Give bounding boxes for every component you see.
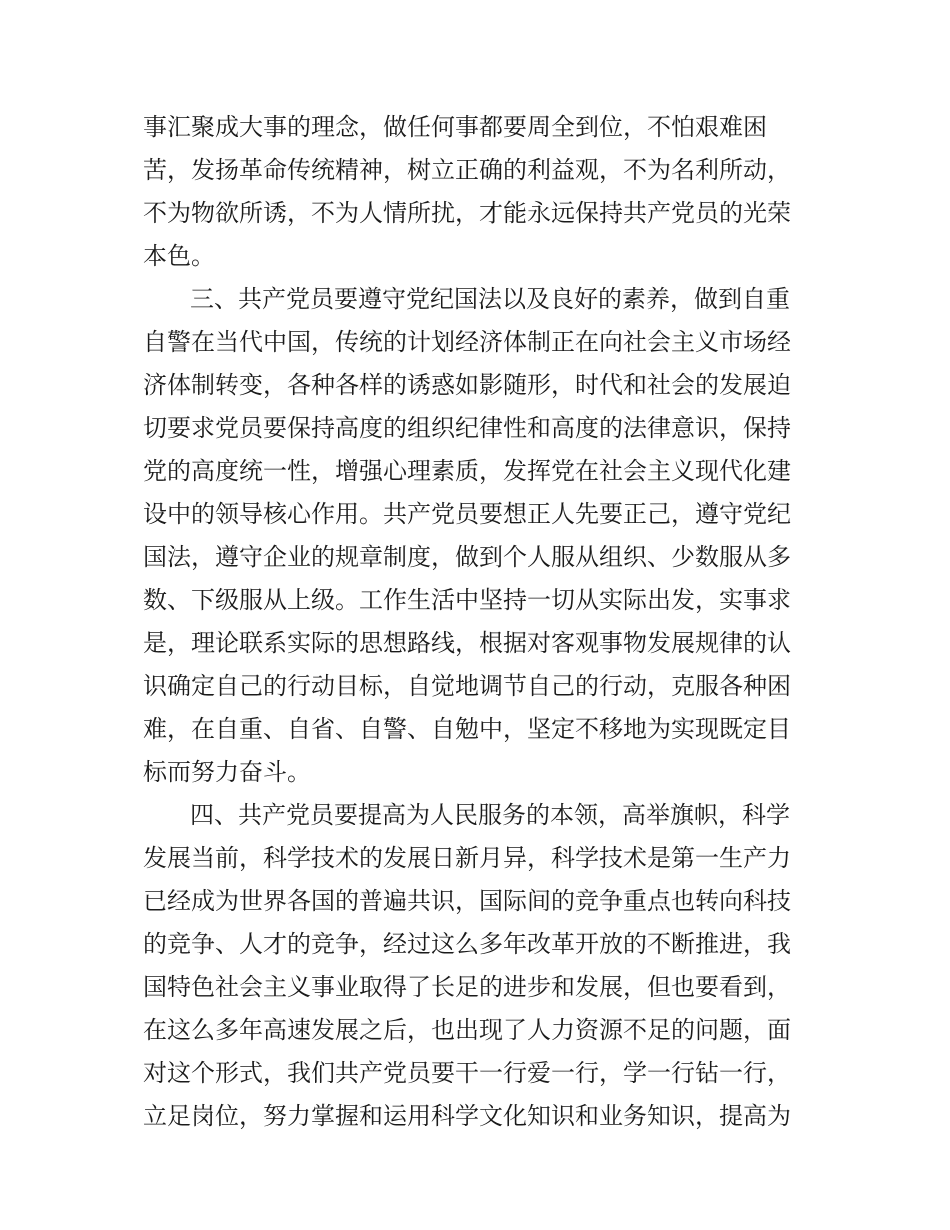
paragraph-3-line-6: 在这么多年高速发展之后，也出现了人力资源不足的问题，面	[143, 1016, 791, 1044]
paragraph-2-line-1: 三、共产党员要遵守党纪国法以及良好的素养，做到自重	[190, 285, 790, 313]
paragraph-2-line-5: 党的高度统一性，增强心理素质，发挥党在社会主义现代化建	[143, 457, 791, 485]
paragraph-1-line-3: 不为物欲所诱，不为人情所扰，才能永远保持共产党员的光荣	[143, 199, 791, 227]
paragraph-3-line-4: 的竞争、人才的竞争，经过这么多年改革开放的不断推进，我	[143, 930, 791, 958]
paragraph-2-line-8: 数、下级服从上级。工作生活中坚持一切从实际出发，实事求	[143, 586, 791, 614]
paragraph-1-line-4: 本色。	[143, 242, 215, 270]
paragraph-3-line-5: 国特色社会主义事业取得了长足的进步和发展，但也要看到，	[143, 973, 791, 1001]
paragraph-3-line-2: 发展当前，科学技术的发展日新月异，科学技术是第一生产力	[143, 844, 791, 872]
paragraph-2-line-10: 识确定自己的行动目标，自觉地调节自己的行动，克服各种困	[143, 672, 791, 700]
paragraph-2-line-6: 设中的领导核心作用。共产党员要想正人先要正己，遵守党纪	[143, 500, 791, 528]
paragraph-2-line-9: 是，理论联系实际的思想路线，根据对客观事物发展规律的认	[143, 629, 791, 657]
paragraph-3-line-8: 立足岗位，努力掌握和运用科学文化知识和业务知识，提高为	[143, 1102, 791, 1130]
paragraph-3-line-3: 已经成为世界各国的普遍共识，国际间的竞争重点也转向科技	[143, 887, 791, 915]
paragraph-1-line-1: 事汇聚成大事的理念，做任何事都要周全到位，不怕艰难困	[143, 113, 767, 141]
paragraph-2-line-12: 标而努力奋斗。	[143, 758, 311, 786]
paragraph-3-line-7: 对这个形式，我们共产党员要干一行爱一行，学一行钻一行，	[143, 1059, 791, 1087]
paragraph-3-line-1: 四、共产党员要提高为人民服务的本领，高举旗帜，科学	[190, 801, 790, 829]
paragraph-2-line-4: 切要求党员要保持高度的组织纪律性和高度的法律意识，保持	[143, 414, 791, 442]
paragraph-2-line-3: 济体制转变，各种各样的诱惑如影随形，时代和社会的发展迫	[143, 371, 791, 399]
paragraph-2-line-11: 难，在自重、自省、自警、自勉中，坚定不移地为实现既定目	[143, 715, 791, 743]
paragraph-1-line-2: 苦，发扬革命传统精神，树立正确的利益观，不为名利所动，	[143, 156, 791, 184]
paragraph-2-line-7: 国法，遵守企业的规章制度，做到个人服从组织、少数服从多	[143, 543, 791, 571]
paragraph-2-line-2: 自警在当代中国，传统的计划经济体制正在向社会主义市场经	[143, 328, 791, 356]
